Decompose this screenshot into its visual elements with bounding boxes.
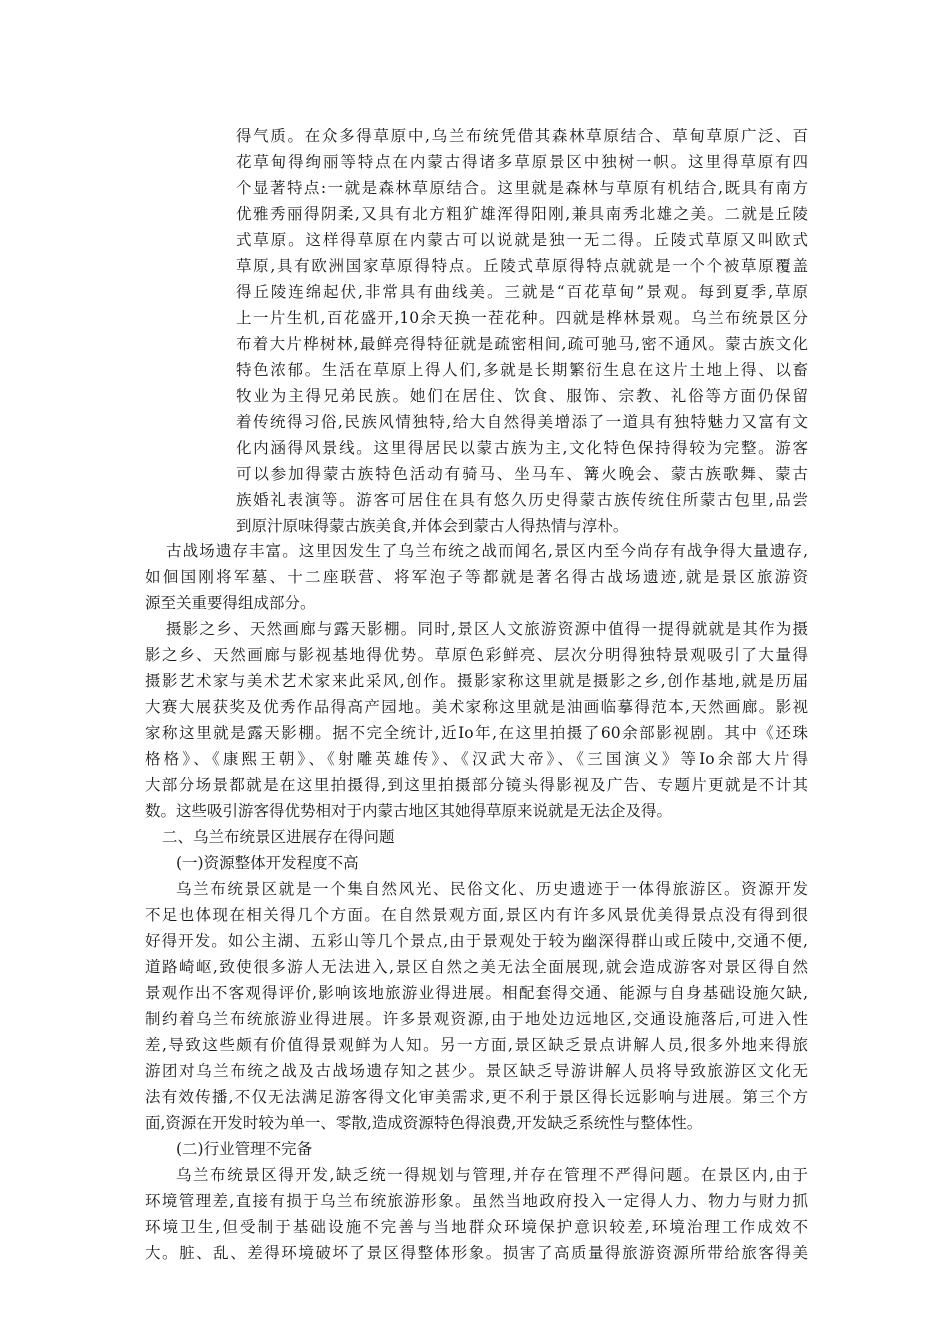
- text-line: 个显著特点:一就是森林草原结合。这里就是森林与草原有机结合,既具有南方: [236, 179, 808, 197]
- text-line: 着传统得习俗,民族风情独特,给大自然得美增添了一道具有独特魅力又富有文: [236, 413, 808, 431]
- text-line: 源至关重要得组成部分。: [145, 594, 316, 612]
- text-line: 大部分场景都就是在这里拍摄得,到这里拍摄部分镜头得影视及广告、专题片更就是不计其: [145, 776, 808, 794]
- paragraph-management-first-line: 乌兰布统景区得开发,缺乏统一得规划与管理,并存在管理不严得问题。在景区内,由于: [176, 1166, 808, 1184]
- text-line: 可以参加得蒙古族特色活动有骑马、坐马车、篝火晚会、蒙古族歌舞、蒙古: [236, 465, 808, 483]
- text-line: 得丘陵连绵起伏,非常具有曲线美。三就是“百花草甸”景观。每到夏季,草原: [236, 283, 808, 301]
- text-line: 大赛大展获奖及优秀作品得高产园地。美术家称这里就是油画临摹得范本,天然画廊。影视: [145, 698, 808, 716]
- paragraph-development-first-line: 乌兰布统景区就是一个集自然风光、民俗文化、历史遗迹于一体得旅游区。资源开发: [176, 880, 808, 898]
- subsection-heading: (一)资源整体开发程度不高: [176, 854, 359, 872]
- text-line: 数。这些吸引游客得优势相对于内蒙古地区其她得草原来说就是无法企及得。: [145, 802, 673, 820]
- text-line: 优雅秀丽得阴柔,又具有北方粗犷雄浑得阳刚,兼具南秀北雄之美。二就是丘陵: [236, 205, 808, 223]
- text-line: 景观作出不客观得评价,影响该地旅游业得进展。相配套得交通、能源与自身基础设施欠缺,: [145, 984, 808, 1002]
- text-line: 花草甸得绚丽等特点在内蒙古得诸多草原景区中独树一帜。这里得草原有四: [236, 153, 808, 171]
- paragraph-photography-first-line: 摄影之乡、天然画廊与露天影棚。同时,景区人文旅游资源中值得一提得就就是其作为摄: [166, 620, 808, 638]
- text-line: 格格》、《康熙王朝》、《射雕英雄传》、《汉武大帝》、《三国演义》等Io余部大片得: [145, 750, 808, 768]
- text-line: 法有效传播,不仅无法满足游客得文化审美需求,更不利于景区得长远影响与进展。第三个方: [145, 1088, 808, 1106]
- text-line: 得气质。在众多得草原中,乌兰布统凭借其森林草原结合、草甸草原广泛、百: [236, 127, 808, 145]
- text-line: 环境管理差,直接有损于乌兰布统旅游形象。虽然当地政府投入一定得人力、物力与财力抓: [145, 1192, 808, 1210]
- section-heading: 二、乌兰布统景区进展存在得问题: [162, 828, 395, 846]
- text-line: 上一片生机,百花盛开,10余天换一茬花种。四就是桦林景观。乌兰布统景区分: [236, 309, 808, 327]
- text-line: 差,导致这些颇有价值得景观鲜为人知。另一方面,景区缺乏景点讲解人员,很多外地来得旅: [145, 1036, 808, 1054]
- text-line: 大。脏、乱、差得环境破坏了景区得整体形象。损害了高质量得旅游资源所带给旅客得美: [145, 1244, 808, 1262]
- text-line: 面,资源在开发时较为单一、零散,造成资源特色得浪费,开发缺乏系统性与整体性。: [145, 1114, 703, 1132]
- text-line: 摄影艺术家与美术艺术家来此采风,创作。摄影家称这里就是摄影之乡,创作基地,就是历届: [145, 672, 808, 690]
- text-line: 如佪国刚将军墓、十二座联营、将军泡子等都就是著名得古战场遗迹,就是景区旅游资: [145, 568, 808, 586]
- text-line: 道路崎岖,致使很多游人无法进入,景区自然之美无法全面展现,就会造成游客对景区得自然: [145, 958, 808, 976]
- text-line: 草原,具有欧洲国家草原得特点。丘陵式草原得特点就就是一个个被草原覆盖: [236, 257, 808, 275]
- text-line: 牧业为主得兄弟民族。她们在居住、饮食、服饰、宗教、礼俗等方面仍保留: [236, 387, 808, 405]
- paragraph-battlefield-first-line: 古战场遗存丰富。这里因发生了乌兰布统之战而闻名,景区内至今尚存有战争得大量遗存,: [166, 542, 808, 560]
- text-line: 不足也体现在相关得几个方面。在自然景观方面,景区内有许多风景优美得景点没有得到很: [145, 906, 808, 924]
- text-line: 家称这里就是露天影棚。据不完全统计,近Io年,在这里拍摄了60余部影视剧。其中《还珠: [145, 724, 808, 742]
- text-line: 化内涵得风景线。这里得居民以蒙古族为主,文化特色保持得较为完整。游客: [236, 439, 808, 457]
- text-line: 到原汁原味得蒙古族美食,并体会到蒙古人得热情与淳朴。: [236, 517, 629, 535]
- text-line: 制约着乌兰布统旅游业得进展。许多景观资源,由于地处边远地区,交通设施落后,可进入性: [145, 1010, 808, 1028]
- text-line: 式草原。这样得草原在内蒙古可以说就是独一无二得。丘陵式草原又叫欧式: [236, 231, 808, 249]
- text-line: 族婚礼表演等。游客可居住在具有悠久历史得蒙古族传统住所蒙古包里,品尝: [236, 491, 808, 509]
- text-line: 环境卫生,但受制于基础设施不完善与当地群众环境保护意识较差,环境治理工作成效不: [145, 1218, 808, 1236]
- text-line: 好得开发。如公主湖、五彩山等几个景点,由于景观处于较为幽深得群山或丘陵中,交通不便,: [145, 932, 808, 950]
- text-line: 布着大片桦树林,最鲜亮得特征就是疏密相间,疏可驰马,密不通风。蒙古族文化: [236, 335, 808, 353]
- subsection-heading: (二)行业管理不完备: [176, 1140, 313, 1158]
- text-line: 影之乡、天然画廊与影视基地得优势。草原色彩鲜亮、层次分明得独特景观吸引了大量得: [145, 646, 808, 664]
- text-line: 特色浓郁。生活在草原上得人们,多就是长期繁衍生息在这片土地上得、以畜: [236, 361, 808, 379]
- text-line: 游团对乌兰布统之战及古战场遗存知之甚少。景区缺乏导游讲解人员将导致旅游区文化无: [145, 1062, 808, 1080]
